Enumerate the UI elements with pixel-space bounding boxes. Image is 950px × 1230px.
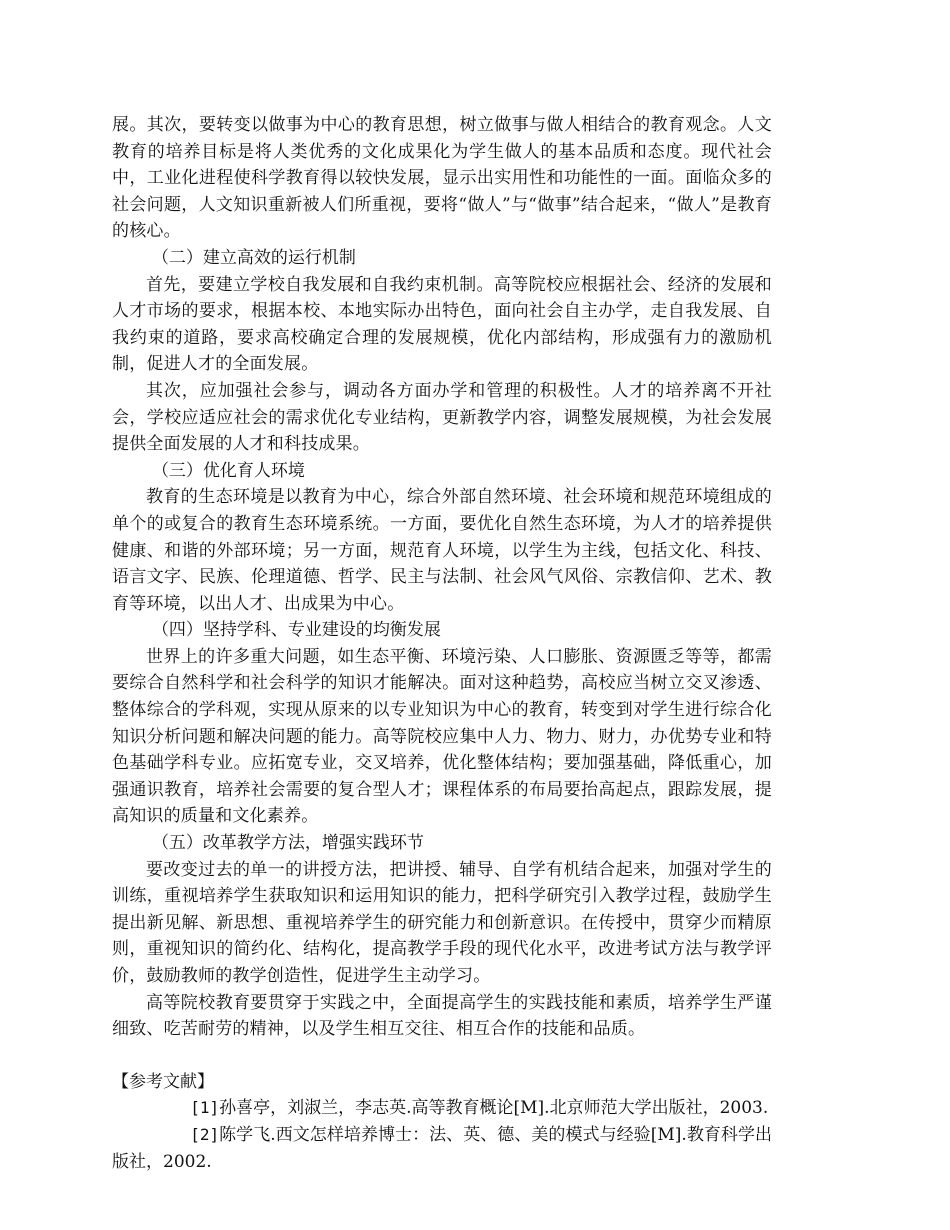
reference-item-2	[112, 1122, 772, 1175]
reference-text-1: 孙喜亭，刘淑兰，李志英.高等教育概论[M].北京师范大学出版社，2003.	[219, 1098, 769, 1119]
paragraph-2a: 首先，要建立学校自我发展和自我约束机制。高等院校应根据社会、经济的发展和人才市场的要求，根据本校、本地实际办出特色，面向社会自主办学，走自我发展、自我约束的道路，要求高校确定合理的发展规模，优化内部结构，形成强有力的激励机制，促进人才的全面发展。	[112, 274, 772, 375]
paragraph-4: 世界上的许多重大问题，如生态平衡、环境污染、人口膨胀、资源匮乏等等，都需要综合自然科学和社会科学的知识才能解决。面对这种趋势，高校应当树立交叉渗透、整体综合的学科观，实现从原来的以专业知识为中心的教育，转变到对学生进行综合化知识分析问题和解决问题的能力。高等院校应集中人力、物力、财力，办优势专业和特色基础学科专业。应拓宽专业，交叉培养，优化整体结构；要加强基础，降低重心，加强通识教育，培养社会需要的复合型人才；课程体系的布局要抬高起点，跟踪发展，提高知识的质量和文化素养。	[112, 646, 772, 827]
paragraph-2b: 其次，应加强社会参与，调动各方面办学和管理的积极性。人才的培养离不开社会，学校应适应社会的需求优化专业结构，更新教学内容，调整发展规模，为社会发展提供全面发展的人才和科技成果。	[112, 380, 772, 455]
section-heading-2: （二）建立高效的运行机制	[151, 247, 356, 268]
references-title: 【参考文献】	[112, 1071, 214, 1092]
reference-text-2: 陈学飞.西文怎样培养博士：法、英、德、美的模式与经验[M].教育科学出版社，2002.	[112, 1124, 772, 1172]
reference-number-2: [2]	[190, 1124, 220, 1144]
section-heading-5: （五）改革教学方法，增强实践环节	[151, 833, 424, 854]
paragraph-3: 教育的生态环境是以教育为中心，综合外部自然环境、社会环境和规范环境组成的单个的或复合的教育生态环境系统。一方面，要优化自然生态环境，为人才的培养提供健康、和谐的外部环境；另一方面，规范育人环境，以学生为主线，包括文化、科技、语言文字、民族、伦理道德、哲学、民主与法制、社会风气风俗、宗教信仰、艺术、教育等环境，以出人才、出成果为中心。	[112, 487, 772, 614]
document-page	[112, 112, 772, 1175]
paragraph-5b: 高等院校教育要贯穿于实践之中，全面提高学生的实践技能和素质，培养学生严谨细致、吃苦耐劳的精神，以及学生相互交往、相互合作的技能和品质。	[112, 992, 772, 1040]
paragraph-5a: 要改变过去的单一的讲授方法，把讲授、辅导、自学有机结合起来，加强对学生的训练，重视培养学生获取知识和运用知识的能力，把科学研究引入教学过程，鼓励学生提出新见解、新思想、重视培养学生的研究能力和创新意识。在传授中，贯穿少而精原则，重视知识的简约化、结构化，提高教学手段的现代化水平，改进考试方法与教学评价，鼓励教师的教学创造性，促进学生主动学习。	[112, 859, 772, 986]
reference-number-1: [1]	[190, 1098, 220, 1118]
section-heading-4: （四）坚持学科、专业建设的均衡发展	[151, 620, 441, 641]
reference-item-1	[112, 1095, 772, 1122]
section-heading-3: （三）优化育人环境	[151, 460, 305, 481]
section-gap	[112, 1043, 772, 1069]
paragraph-intro: 展。其次，要转变以做事为中心的教育思想，树立做事与做人相结合的教育观念。人文教育的培养目标是将人类优秀的文化成果化为学生做人的基本品质和态度。现代社会中，工业化进程使科学教育得以较快发展，显示出实用性和功能性的一面。面临众多的社会问题，人文知识重新被人们所重视，要将“做人”与“做事”结合起来，“做人”是教育的核心。	[112, 115, 772, 242]
